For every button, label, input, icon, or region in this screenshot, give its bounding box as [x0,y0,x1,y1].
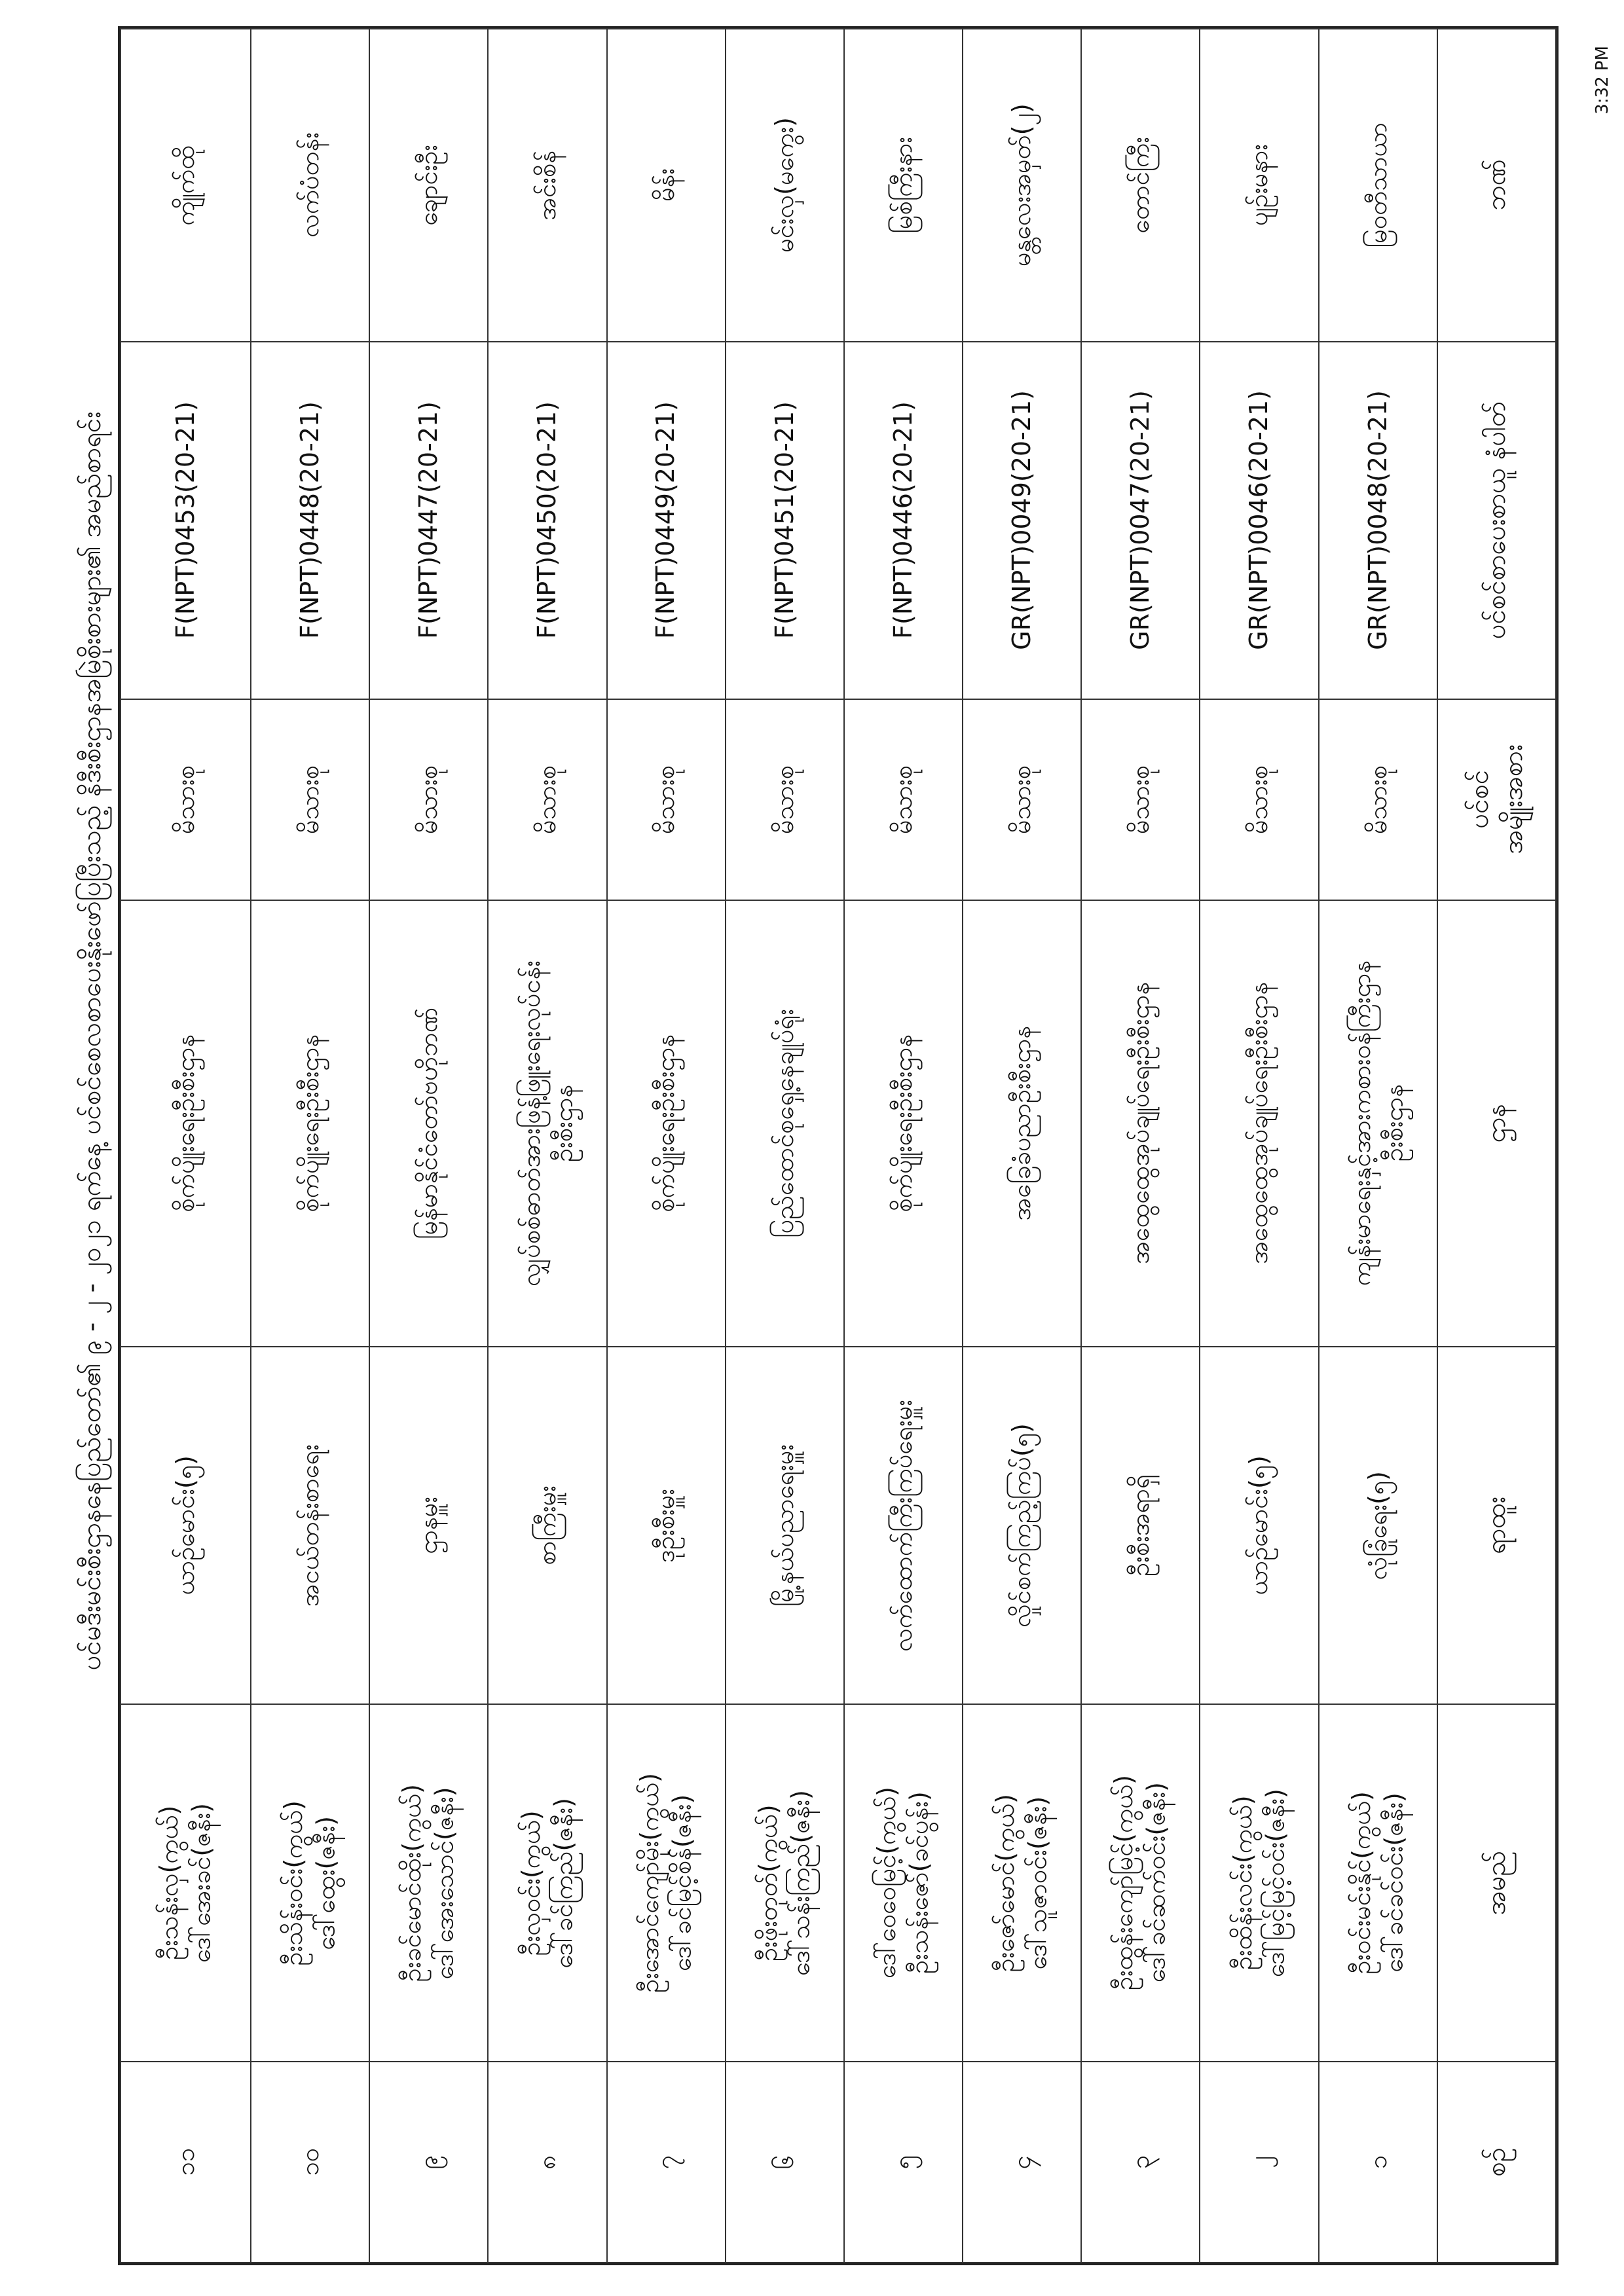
cell-bank [120,29,251,342]
cell-department [844,900,963,1347]
cell-text: ၃ [1126,2155,1155,2170]
cell-text: အထွေထွေအုပ်ချုပ်ရေးဦးစီးဌာန [1126,982,1155,1265]
cell-rank [607,1347,726,1704]
cell-no [369,2062,488,2263]
cell-pension-type [1081,699,1200,900]
field-row-department [120,900,1556,1347]
cell-text: အခြေခံပညာဦးစီးဌာန [1007,1026,1036,1221]
cell-department [1081,900,1200,1347]
cell-text: ၄ [1007,2155,1036,2170]
cell-rank [1319,1347,1437,1704]
cell-text: လှိုင်စက်ကြည့်ကြပ်(၅) [1007,1423,1036,1628]
cell-pension-type [963,699,1081,900]
cell-rank [726,1347,844,1704]
cell-name [369,1704,488,2062]
cell-pension-number [1081,342,1200,699]
header-text: ဘဏ် [1481,159,1512,211]
cell-name [120,1704,251,2062]
cell-text: ချောင်းဦး [414,145,443,226]
cell-text: အထွေထွေအုပ်ချုပ်ရေးဦးစီးဌာန [1244,982,1274,1265]
cell-text: တောင်ကြီး [1126,137,1155,234]
cell-text: အငယ်တန်းစာရေး [295,1444,324,1607]
cell-text: ၉ [414,2155,443,2170]
cell-text: မင်းလှ(မကွေး) [769,117,799,253]
cell-text: GR(NPT)0049(20-21) [1007,390,1036,651]
cell-name [726,1704,844,2062]
cell-text: မိသားစု [532,765,562,834]
cell-rank [1081,1347,1200,1704]
cell-text: F(NPT)0449(20-21) [651,401,680,640]
cell-text: GR(NPT)0047(20-21) [1126,390,1155,651]
cell-text: ယာဉ်မောင်း(၅) [1244,1455,1274,1595]
cell-text: မိသားစု [1363,765,1392,834]
header-no [1437,2062,1556,2263]
cell-text: ၅ [888,2155,917,2170]
cell-pension-type [251,699,369,900]
cell-text: ၇ [651,2155,680,2170]
cell-text: ဦးဇော်မောင်(ကွယ်) ဒေါ်သူဇာဝင်း(ဇနီး) [991,1793,1052,1973]
cell-department [120,900,251,1347]
cell-text: ပျဉ်းမနား [1244,144,1274,227]
cell-text: ဦးသန်းလှ(ကွယ်) ဒေါ်အေးခင်(ဇနီး) [155,1803,216,1963]
pension-table-grid [120,28,1557,2263]
header-name [1437,1704,1556,2062]
cell-text: ကျိုက်ထို [170,145,200,226]
cell-text: ဦးထွန်းကျော်မြင့်(ကွယ်) ဒေါ်ခင်ဆက်ဝင်း(ဇနီး) [1109,1775,1171,1991]
cell-text: စိုက်ပျိုးရေးဦးစီးဌာန [888,1034,917,1212]
cell-rank [369,1347,488,1704]
header-bank [1437,29,1556,342]
cell-bank [963,29,1081,342]
header-text: ဌာန [1481,1104,1512,1143]
cell-text: ပြည်ထောင်စုရှေ့နေချုပ်ရုံး [769,1008,799,1238]
cell-no [1200,2062,1318,2263]
cell-text: F(NPT)0451(20-21) [769,401,799,640]
cell-department [251,900,369,1347]
cell-pension-type [369,699,488,900]
cell-text: F(NPT)0450(20-21) [532,401,562,640]
cell-name [1081,1704,1200,2062]
header-pension-number [1437,342,1556,699]
cell-department [607,900,726,1347]
pension-table [118,26,1559,2265]
cell-pension-type [1200,699,1318,900]
cell-no [726,2062,844,2263]
header-pension-type [1437,699,1556,900]
cell-text: ကျန်းမာရေးနှင့်အားကစားဝန်ကြီးဌာန ဦးစီးဌာန [1346,960,1409,1286]
cell-name [844,1704,963,2062]
cell-text: F(NPT)0447(20-21) [414,401,443,640]
cell-text: လက်ထောက်ကြီးကြပ်ရေးမှူး [888,1399,917,1652]
cell-text: မြို့နယ်ပညာရေးမှူး [769,1444,799,1607]
cell-text: လုံခြုံရေး(၅) [1363,1470,1392,1580]
cell-pension-type [844,699,963,900]
cell-department [726,900,844,1347]
header-rank [1437,1347,1556,1704]
cell-pension-type [488,699,606,900]
cell-pension-type [607,699,726,900]
cell-text: စိုက်ပျိုးရေးဦးစီးဌာန [295,1034,324,1212]
cell-text: စာကြီးမှူး [532,1485,562,1565]
cell-pension-number [1319,342,1437,699]
cell-text: မိသားစု [888,765,917,834]
cell-bank [369,29,488,342]
cell-text: ဒုဦးစီးမှူး [651,1488,680,1563]
cell-department [369,900,488,1347]
cell-text: ဦးဝင်းမင်းနိုင်(ကွယ်) ဒေါ်ခင်ခင်ဝင်း(ဇနီး) [1346,1791,1409,1975]
cell-text: ဦးဖိုးတုတ်(ကွယ်) ဒေါ်သန်းကြည်(ဇနီး) [753,1789,815,1976]
cell-text: မိသားစု [651,765,680,834]
cell-text: လျှပ်စစ်ဓာတ်အားဖြန့်ဖြူးရေးလုပ်ငန်း ဦးစီးဌာန [516,960,578,1286]
field-row-name [120,1704,1556,2062]
cell-pension-number [726,342,844,699]
cell-name [963,1704,1081,2062]
cell-bank [488,29,606,342]
cell-text: F(NPT)0446(20-21) [888,401,917,640]
header-text: ပင်စင်စာပေးစာယူ နံပါတ် [1481,401,1512,640]
header-text: စဉ် [1481,2147,1512,2177]
cell-text: မိသားစု [1126,765,1155,834]
cell-text: ၁၀ [295,2148,324,2176]
cell-pension-number [488,342,606,699]
header-text: အမည် [1481,1850,1512,1916]
cell-text: မြန်မာနိုင်ငံတော်ဗဟိုဘဏ် [414,1007,443,1239]
cell-text: မြစ်ကြီးနား [888,137,917,234]
cell-pension-type [120,699,251,900]
page-title: ပင်မဒီးမင်းစီးဌာနနေပြည်တော်၏ ၉ - ၂ - ၂၀၂၁ ရက်နေ့ ပင်စင်စေလစာပေးနိုးဖော်ပြပြီးသည့် နိဒီးစီးဌာနအမြဲစိုးစားများ၏ အမည်စာရင်း [77,411,107,1671]
cell-no [1319,2062,1437,2263]
cell-rank [844,1347,963,1704]
cell-name [251,1704,369,2062]
cell-department [1200,900,1318,1347]
cell-text: ၁ [1363,2155,1392,2170]
cell-department [488,900,606,1347]
cell-pension-number [844,342,963,699]
field-row-pension-number [120,342,1556,699]
cell-text: စိုက်ပျိုးရေးဦးစီးဌာန [170,1034,200,1212]
cell-rank [251,1347,369,1704]
cell-name [488,1704,606,2062]
field-row-rank [120,1347,1556,1704]
cell-pension-number [251,342,369,699]
cell-rank [963,1347,1081,1704]
cell-text: မိန်း [651,168,680,202]
cell-text: ဦးခင်မောင်ထိုး(ကွယ်) ဒေါ်အေးသောင်(ဇနီး) [397,1783,459,1982]
cell-text: မိသားစု [1244,765,1274,834]
cell-rank [120,1347,251,1704]
cell-text: GR(NPT)0048(20-21) [1363,390,1392,651]
cell-text: မိသားစု [769,765,799,834]
cell-pension-number [963,342,1081,699]
cell-text: ဦးလှဝင်း(ကွယ်) ဒေါ်ခင်ကြည်(ဇနီး) [516,1797,578,1969]
cell-pension-type [1319,699,1437,900]
cell-text: မိသားစု [295,765,324,834]
cell-pension-number [1200,342,1318,699]
cell-name [1319,1704,1437,2062]
cell-text: လက်ပံတန်း [295,132,324,238]
cell-pension-number [120,342,251,699]
cell-bank [251,29,369,342]
cell-text: ၁၁ [170,2148,200,2176]
cell-text: မြဝတီသာယာ [1363,122,1392,248]
cell-text: ၂ [1244,2156,1274,2168]
cell-name [607,1704,726,2062]
cell-text: မန္တလေးအမှတ်(၂) [1007,103,1036,267]
header-text: ရာထူး [1481,1496,1512,1555]
cell-pension-type [726,699,844,900]
cell-bank [1200,29,1318,342]
field-row-pension-type [120,699,1556,900]
cell-text: GR(NPT)0046(20-21) [1244,390,1274,651]
cell-rank [1200,1347,1318,1704]
cell-text: ၆ [769,2155,799,2170]
cell-text: ဦးသိန်းဝင်း(ကွယ်) ဒေါ်ထွေး(ဇနီး) [279,1800,341,1966]
cell-no [120,2062,251,2263]
field-row-no [120,2062,1556,2263]
cell-no [607,2062,726,2263]
cell-no [963,2062,1081,2263]
cell-no [844,2062,963,2263]
cell-no [488,2062,606,2263]
cell-text: စိုက်ပျိုးရေးဦးစီးဌာန [651,1034,680,1212]
header-department [1437,900,1556,1347]
field-row-bank [120,29,1556,342]
cell-no [251,2062,369,2263]
cell-bank [1319,29,1437,342]
cell-pension-number [369,342,488,699]
cell-rank [488,1347,606,1704]
cell-text: F(NPT)0453(20-21) [170,401,200,640]
cell-text: အင်းစိန် [532,150,562,221]
cell-text: မိသားစု [414,765,443,834]
cell-text: ဒေါ်ဝေဝေမြင့်(ကွယ်) ဦးသန်းဇော်(ခင်ပွန်း) [872,1787,934,1979]
cell-name [1200,1704,1318,2062]
timestamp: 3:32 PM [1593,46,1612,115]
cell-text: ဦးထိန်းလင်း(ကွယ်) ဒေါ်မြင့်မြင့်ဝင်း(ဇနီး) [1228,1788,1290,1977]
cell-pension-number [607,342,726,699]
cell-no [1081,2062,1200,2263]
cell-bank [607,29,726,342]
cell-bank [1081,29,1200,342]
cell-department [963,900,1081,1347]
cell-text: ဦးအောင်ကျော်မိုး(ကွယ်) ဒေါ်ခင်မြင့်စိန်(ဇနီး) [635,1772,697,1993]
header-text: ပင်စင် အမျိုးအစား [1464,744,1529,854]
cell-text: ဌာနမှူး [414,1497,443,1554]
cell-bank [844,29,963,342]
cell-text: ဦးစီးအရာရှိ [1126,1474,1155,1576]
cell-text: မိသားစု [170,765,200,834]
cell-text: F(NPT)0448(20-21) [295,401,324,640]
cell-text: မိသားစု [1007,765,1036,834]
cell-bank [726,29,844,342]
cell-department [1319,900,1437,1347]
cell-text: ယာဉ်မောင်း(၅) [170,1455,200,1595]
cell-text: ၈ [532,2155,562,2170]
